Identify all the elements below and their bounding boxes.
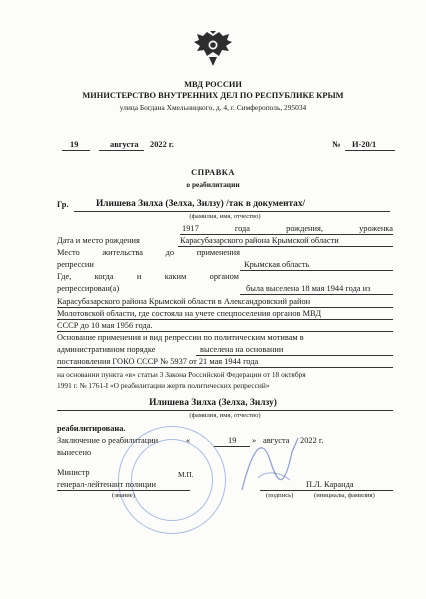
repression-value-3: Молотовской области, где состояла на учете спецпоселения органов МВД — [57, 309, 322, 318]
conclusion-label-1: Заключение о реабилитации — [57, 436, 159, 445]
person-name-caption: (фамилия, имя, отчество) — [189, 213, 261, 220]
conclusion-year: 2022 г. — [300, 436, 324, 445]
caption-rank: (звание) — [112, 492, 135, 499]
rehab-name-caption: (фамилия, имя, отчество) — [189, 412, 261, 419]
rehab-name: Илишева Зилха (Зелха, Зилзу) — [149, 398, 277, 408]
repression-value-2: Карасубазарского района Крымской области в Александровский район — [57, 297, 311, 306]
birth-year: 1917 — [182, 224, 199, 233]
doc-subtitle: о реабилитации — [186, 180, 240, 189]
basis-line-3: постановления ГОКО СССР № 5937 от 21 мая 1944 года — [57, 357, 259, 366]
org-name-full: МИНИСТЕРСТВО ВНУТРЕННИХ ДЕЛ ПО РЕСПУБЛИКЕ КРЫМ — [82, 91, 344, 100]
person-name: Илишева Зилха (Зелха, Зилзу) /так в документах/ — [96, 199, 306, 209]
signer-role-1: Министр — [57, 468, 90, 477]
org-address: улица Богдана Хмельницкого, д. 4, г. Симферополь, 295034 — [119, 103, 307, 112]
caption-name: (инициалы, фамилия) — [314, 492, 375, 499]
caption-signature: (подпись) — [266, 492, 294, 499]
repression-value-4: СССР до 10 мая 1956 года. — [57, 321, 153, 330]
basis-line-2-value: выселена на основании — [200, 345, 284, 354]
repression-value-1: была выселена 18 мая 1944 года из — [246, 284, 371, 293]
document-page: МВД РОССИИ МИНИСТЕРСТВО ВНУТРЕННИХ ДЕЛ ПО РЕСПУБЛИКЕ КРЫМ улица Богдана Хмельницкого, д. 4, г. Симферополь, 295034 19 августа 2022 г. № И-20/1 СПРАВКА о реабилитации Гр. Илишева Зилха (Зелха, Зилзу) /так в документах/ (фамилия, имя, отчество) 1917 года рождения, уроженка Дата и место рождения Карасубазарского района Крымской области Место жительства до применения репрессии Крымская область Где, когда и каким органом репрессирован(а) была выселена 18 мая 1944 года из Карасубазарского района Крымской области в Александровский район Молотовской области, где состояла на учете спецпоселения органов МВД СССР до 10 мая 1956 года. Основание применения и вид репрессии по политическим мотивам в административном порядке выселена на основании постановления ГОКО СССР № 5937 от 21 мая 1944 года на основании пункта «в» статьи 3 Закона Российской Федерации от 18 октября 1991 г. № 1761-I «О реабилитации жертв политических репрессий» Илишева Зилха (Зелха, Зилзу) (фамилия, имя, отчество) реабилитирована. Заключение о реабилитации вынесено « 19 » августа 2022 г. Министр М.П. генерал-лейтенант полиции П.Л. Каранда (звание) (подпись) (инициалы, фамилия) — [0, 0, 426, 599]
rehab-status: реабилитирована. — [57, 424, 126, 433]
doc-month: августа — [110, 140, 139, 149]
doc-number-label: № — [332, 140, 341, 149]
org-name-short: МВД РОССИИ — [184, 80, 242, 89]
doc-year: 2022 г. — [150, 140, 174, 149]
birth-line: 1917 года рождения, уроженка — [182, 224, 393, 233]
repression-label-line: Где, когда и каким органом — [57, 272, 239, 281]
conclusion-month: августа — [263, 436, 290, 445]
doc-title: СПРАВКА — [191, 168, 235, 177]
doc-number: И-20/1 — [352, 140, 377, 149]
basis-line-1: Основание применения и вид репрессии по политическим мотивам в — [57, 333, 304, 342]
birth-place: Карасубазарского района Крымской области — [180, 236, 339, 245]
conclusion-label-2: вынесено — [57, 448, 92, 457]
birth-label: Дата и место рождения — [57, 236, 140, 245]
signer-name: П.Л. Каранда — [306, 480, 354, 489]
basis-line-2-label: административном порядке — [57, 345, 156, 354]
residence-label-line: Место жительства до применения — [57, 248, 240, 257]
repression-label-2: репрессирован(а) — [57, 284, 120, 293]
signer-role-2: генерал-лейтенант полиции — [57, 480, 157, 489]
law-line-2: 1991 г. № 1761-I «О реабилитации жертв политических репрессий» — [57, 381, 270, 390]
emblem-icon — [193, 30, 233, 68]
residence-value: Крымская область — [244, 260, 310, 269]
law-line-1: на основании пункта «в» статьи 3 Закона Российской Федерации от 18 октября — [57, 370, 306, 379]
stamp-place-mp: М.П. — [178, 470, 194, 479]
residence-label-2: репрессии — [57, 260, 94, 269]
conclusion-day: 19 — [228, 436, 237, 445]
doc-day: 19 — [70, 140, 79, 149]
person-prefix: Гр. — [57, 200, 69, 209]
